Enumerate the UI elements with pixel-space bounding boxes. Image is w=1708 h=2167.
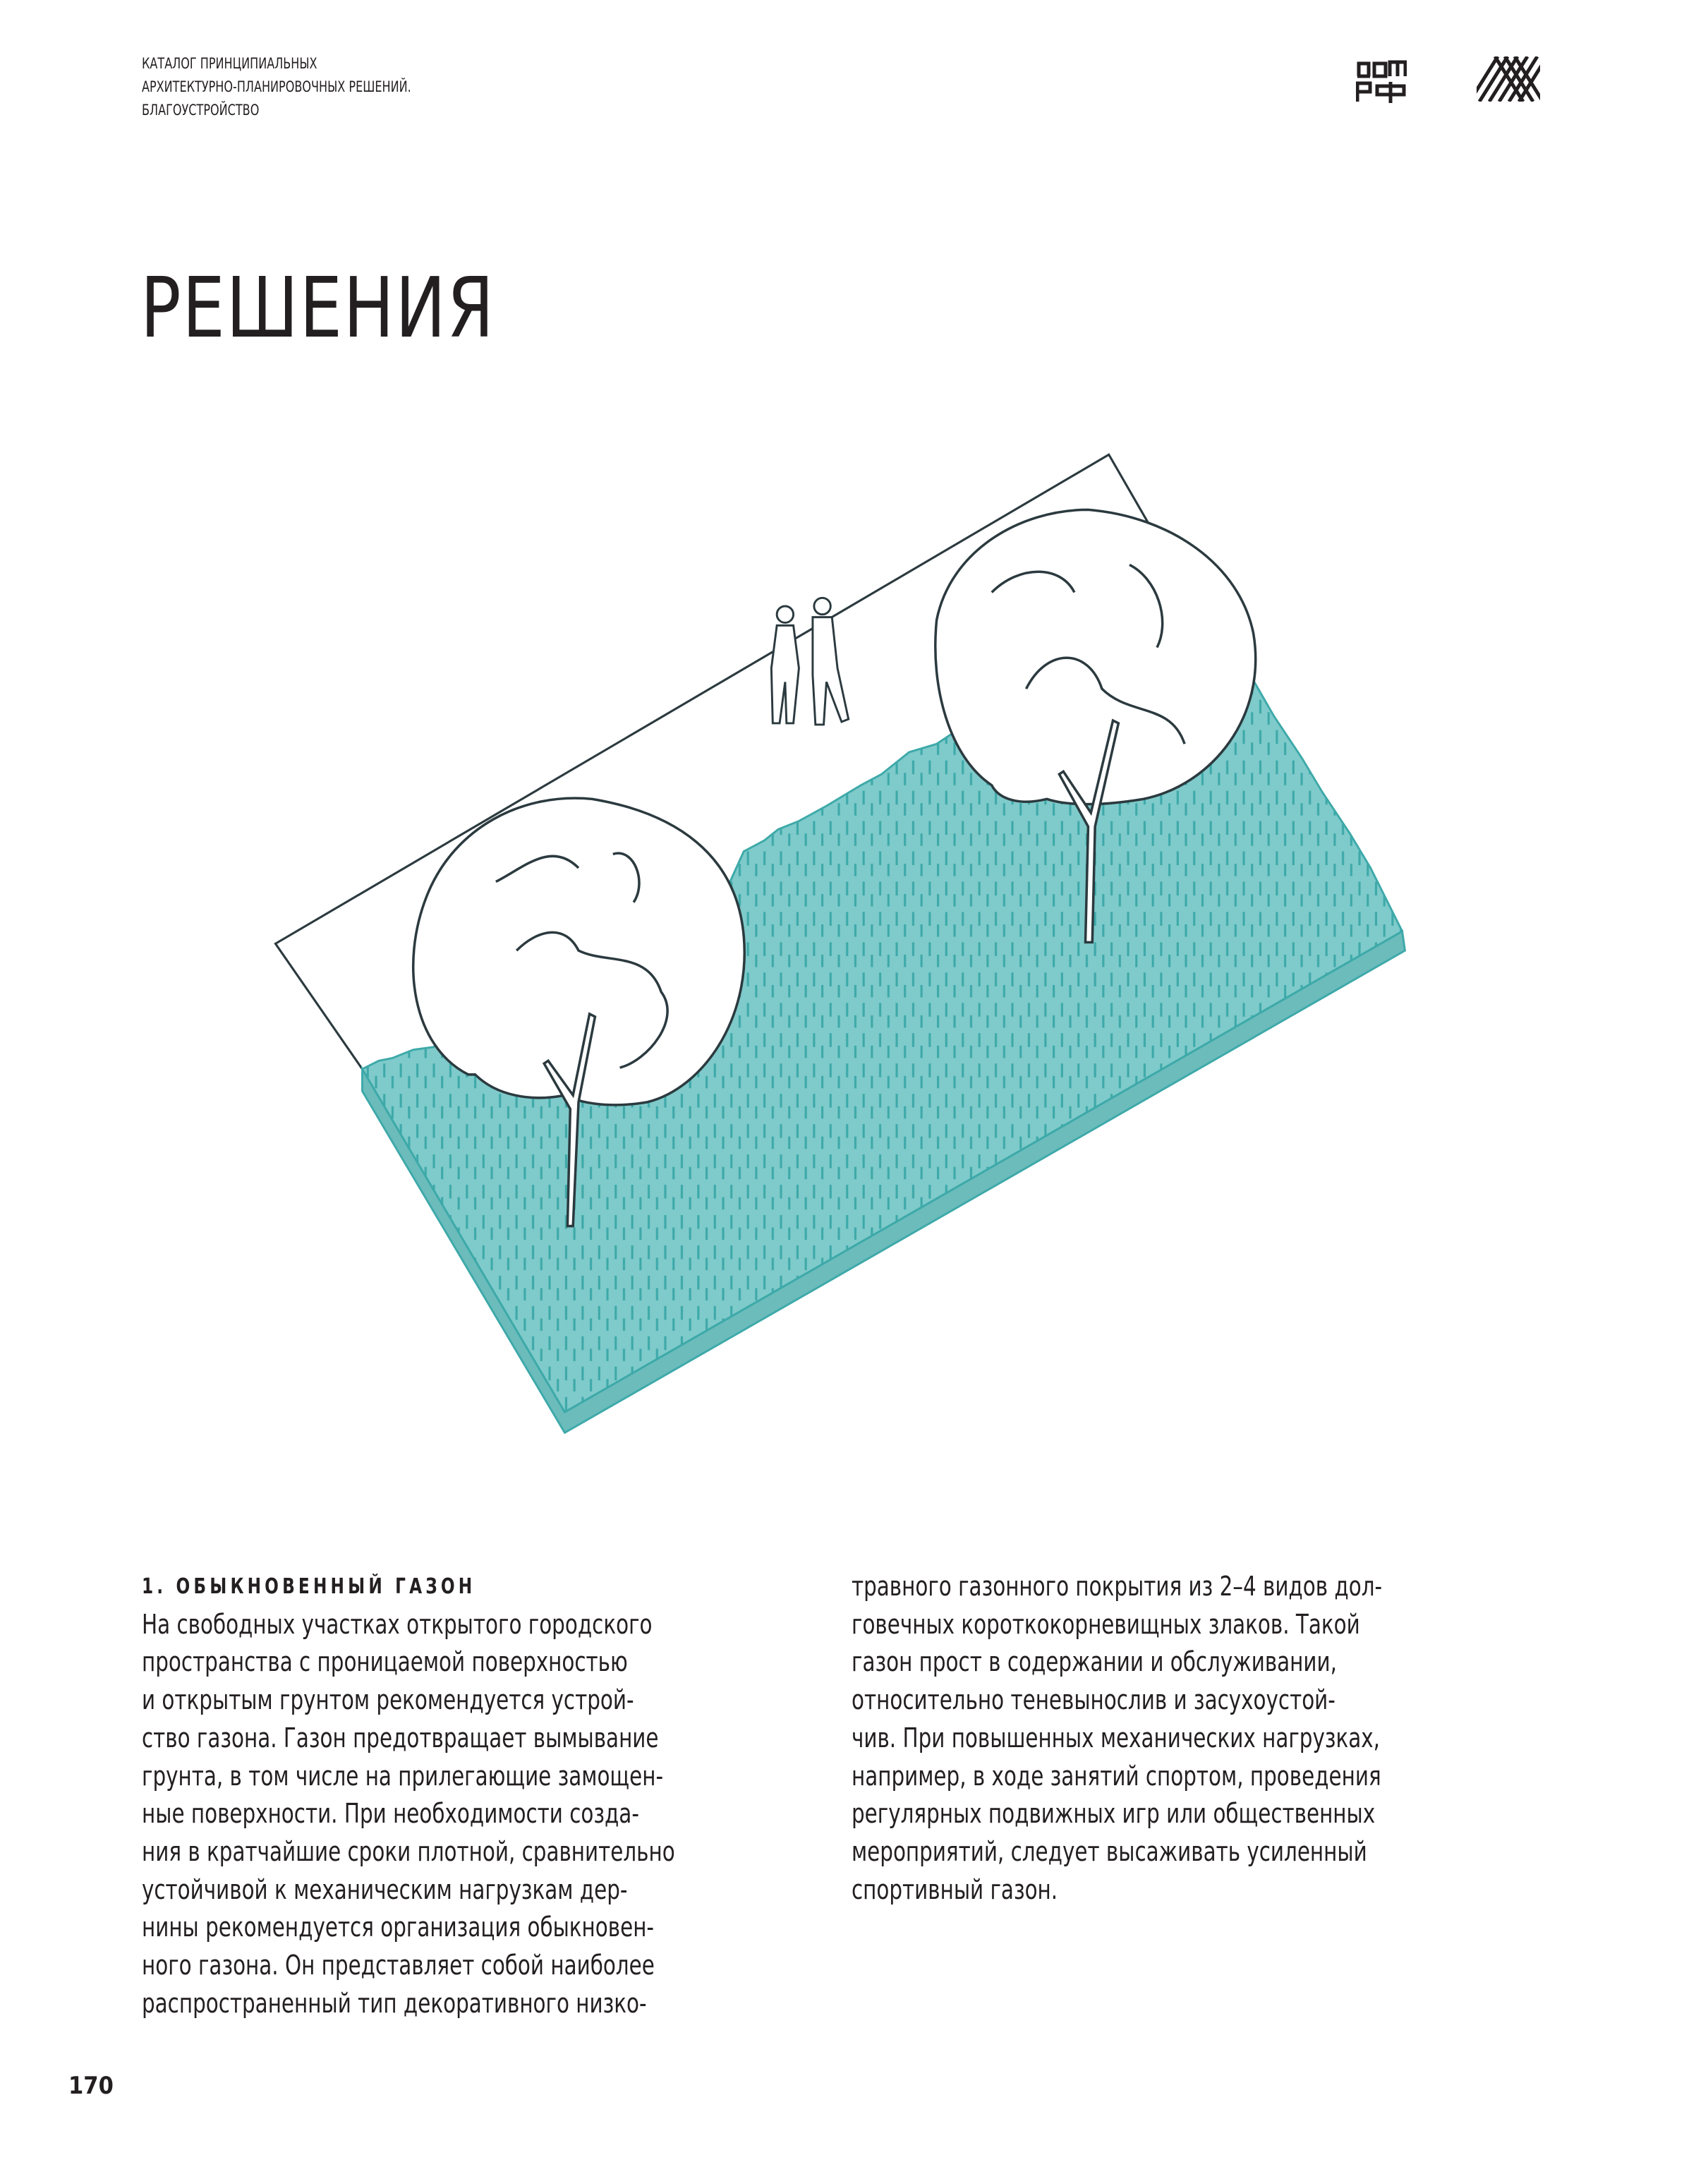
body-line: чив. При повышенных механических нагрузках, [852,1722,1380,1753]
body-line: ния в кратчайшие сроки плотной, сравнительно [142,1835,675,1867]
page-number: 170 [68,2072,114,2100]
section-heading: 1. ОБЫКНОВЕННЫЙ ГАЗОН [142,1574,476,1599]
text-column-1 [142,1568,675,2022]
body-line: травного газонного покрытия из 2–4 видов дол- [852,1571,1383,1602]
body-line: ство газона. Газон предотвращает вымывание [142,1722,659,1753]
body-line: мероприятий, следует высаживать усиленный [852,1835,1367,1867]
body-line: и открытым грунтом рекомендуется устрой- [142,1684,634,1716]
header-line: КАТАЛОГ ПРИНЦИПИАЛЬНЫХ [142,55,317,72]
header-line: АРХИТЕКТУРНО-ПЛАНИРОВОЧНЫХ РЕШЕНИЙ. [142,78,411,95]
body-line: говечных короткокорневищных злаков. Такой [852,1608,1360,1640]
body-line: газон прост в содержании и обслуживании, [852,1646,1337,1678]
body-line: грунта, в том числе на прилегающие замощен- [142,1760,664,1792]
people-walking-icon [771,598,848,725]
body-line: спортивный газон. [852,1873,1058,1905]
page-title: РЕШЕНИЯ [140,259,495,356]
body-line: На свободных участках открытого городского [142,1608,653,1640]
body-line: устойчивой к механическим нагрузкам дер- [142,1873,628,1905]
body-line: нины рекомендуется организация обыкновен- [142,1912,655,1943]
body-line: регулярных подвижных игр или общественных [852,1798,1376,1830]
body-line: относительно теневынослив и засухоустой- [852,1684,1335,1716]
body-line: например, в ходе занятий спортом, проведения [852,1760,1381,1792]
header-line: БЛАГОУСТРОЙСТВО [142,102,260,119]
body-line: ного газона. Он представляет собой наиболее [142,1950,655,1981]
body-line: распространенный тип декоративного низко- [142,1987,647,2019]
body-line: ные поверхности. При необходимости созда- [142,1798,639,1830]
body-line: пространства с проницаемой поверхностью [142,1646,628,1678]
text-column-2 [852,1568,1382,1909]
